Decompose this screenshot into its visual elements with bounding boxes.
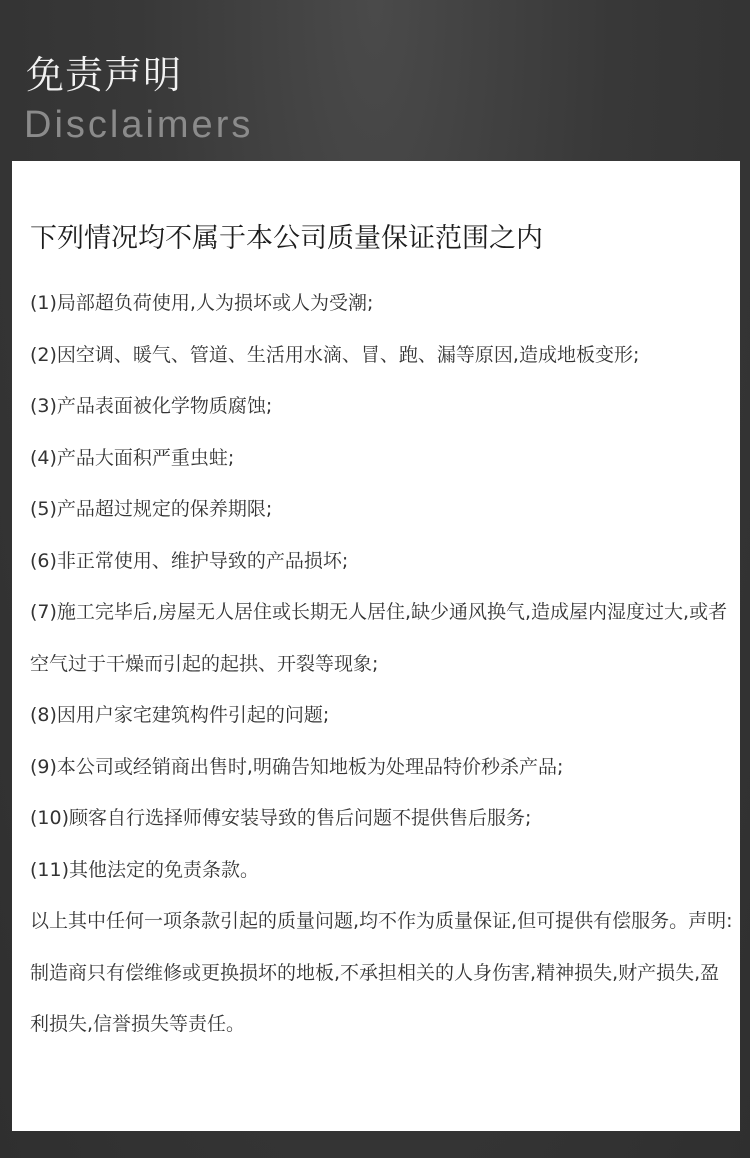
list-item: (5)产品超过规定的保养期限; xyxy=(30,498,273,520)
page-subtitle: Disclaimers xyxy=(24,104,254,146)
list-item: (7)施工完毕后,房屋无人居住或长期无人居住,缺少通风换气,造成屋内湿度过大,或者空气过于干燥而引起的起拱、开裂等现象; xyxy=(30,601,728,675)
list-item: (9)本公司或经销商出售时,明确告知地板为处理品特价秒杀产品; xyxy=(30,755,564,778)
list-item: (4)产品大面积严重虫蛀; xyxy=(30,446,235,469)
page-title: 免责声明 xyxy=(26,53,183,97)
section-heading: 下列情况均不属于本公司质量保证范围之内 xyxy=(30,223,543,254)
list-item: (1)局部超负荷使用,人为损坏或人为受潮; xyxy=(30,292,374,314)
list-item: (3)产品表面被化学物质腐蚀; xyxy=(30,395,273,417)
list-item: (10)顾客自行选择师傅安装导致的售后问题不提供售后服务; xyxy=(30,807,532,829)
statement-paragraph: 以上其中任何一项条款引起的质量问题,均不作为质量保证,但可提供有偿服务。声明:制造商只有偿维修或更换损坏的地板,不承担相关的人身伤害,精神损失,财产损失,盈利损失,信誉损失等责任。 xyxy=(30,910,733,1035)
list-item: (2)因空调、暖气、管道、生活用水滴、冒、跑、漏等原因,造成地板变形; xyxy=(30,343,640,366)
disclaimer-list xyxy=(30,278,736,1051)
list-item: (11)其他法定的免责条款。 xyxy=(30,858,260,881)
list-item: (6)非正常使用、维护导致的产品损坏; xyxy=(30,549,349,572)
list-item: (8)因用户家宅建筑构件引起的问题; xyxy=(30,704,330,726)
content-card xyxy=(12,161,740,1131)
